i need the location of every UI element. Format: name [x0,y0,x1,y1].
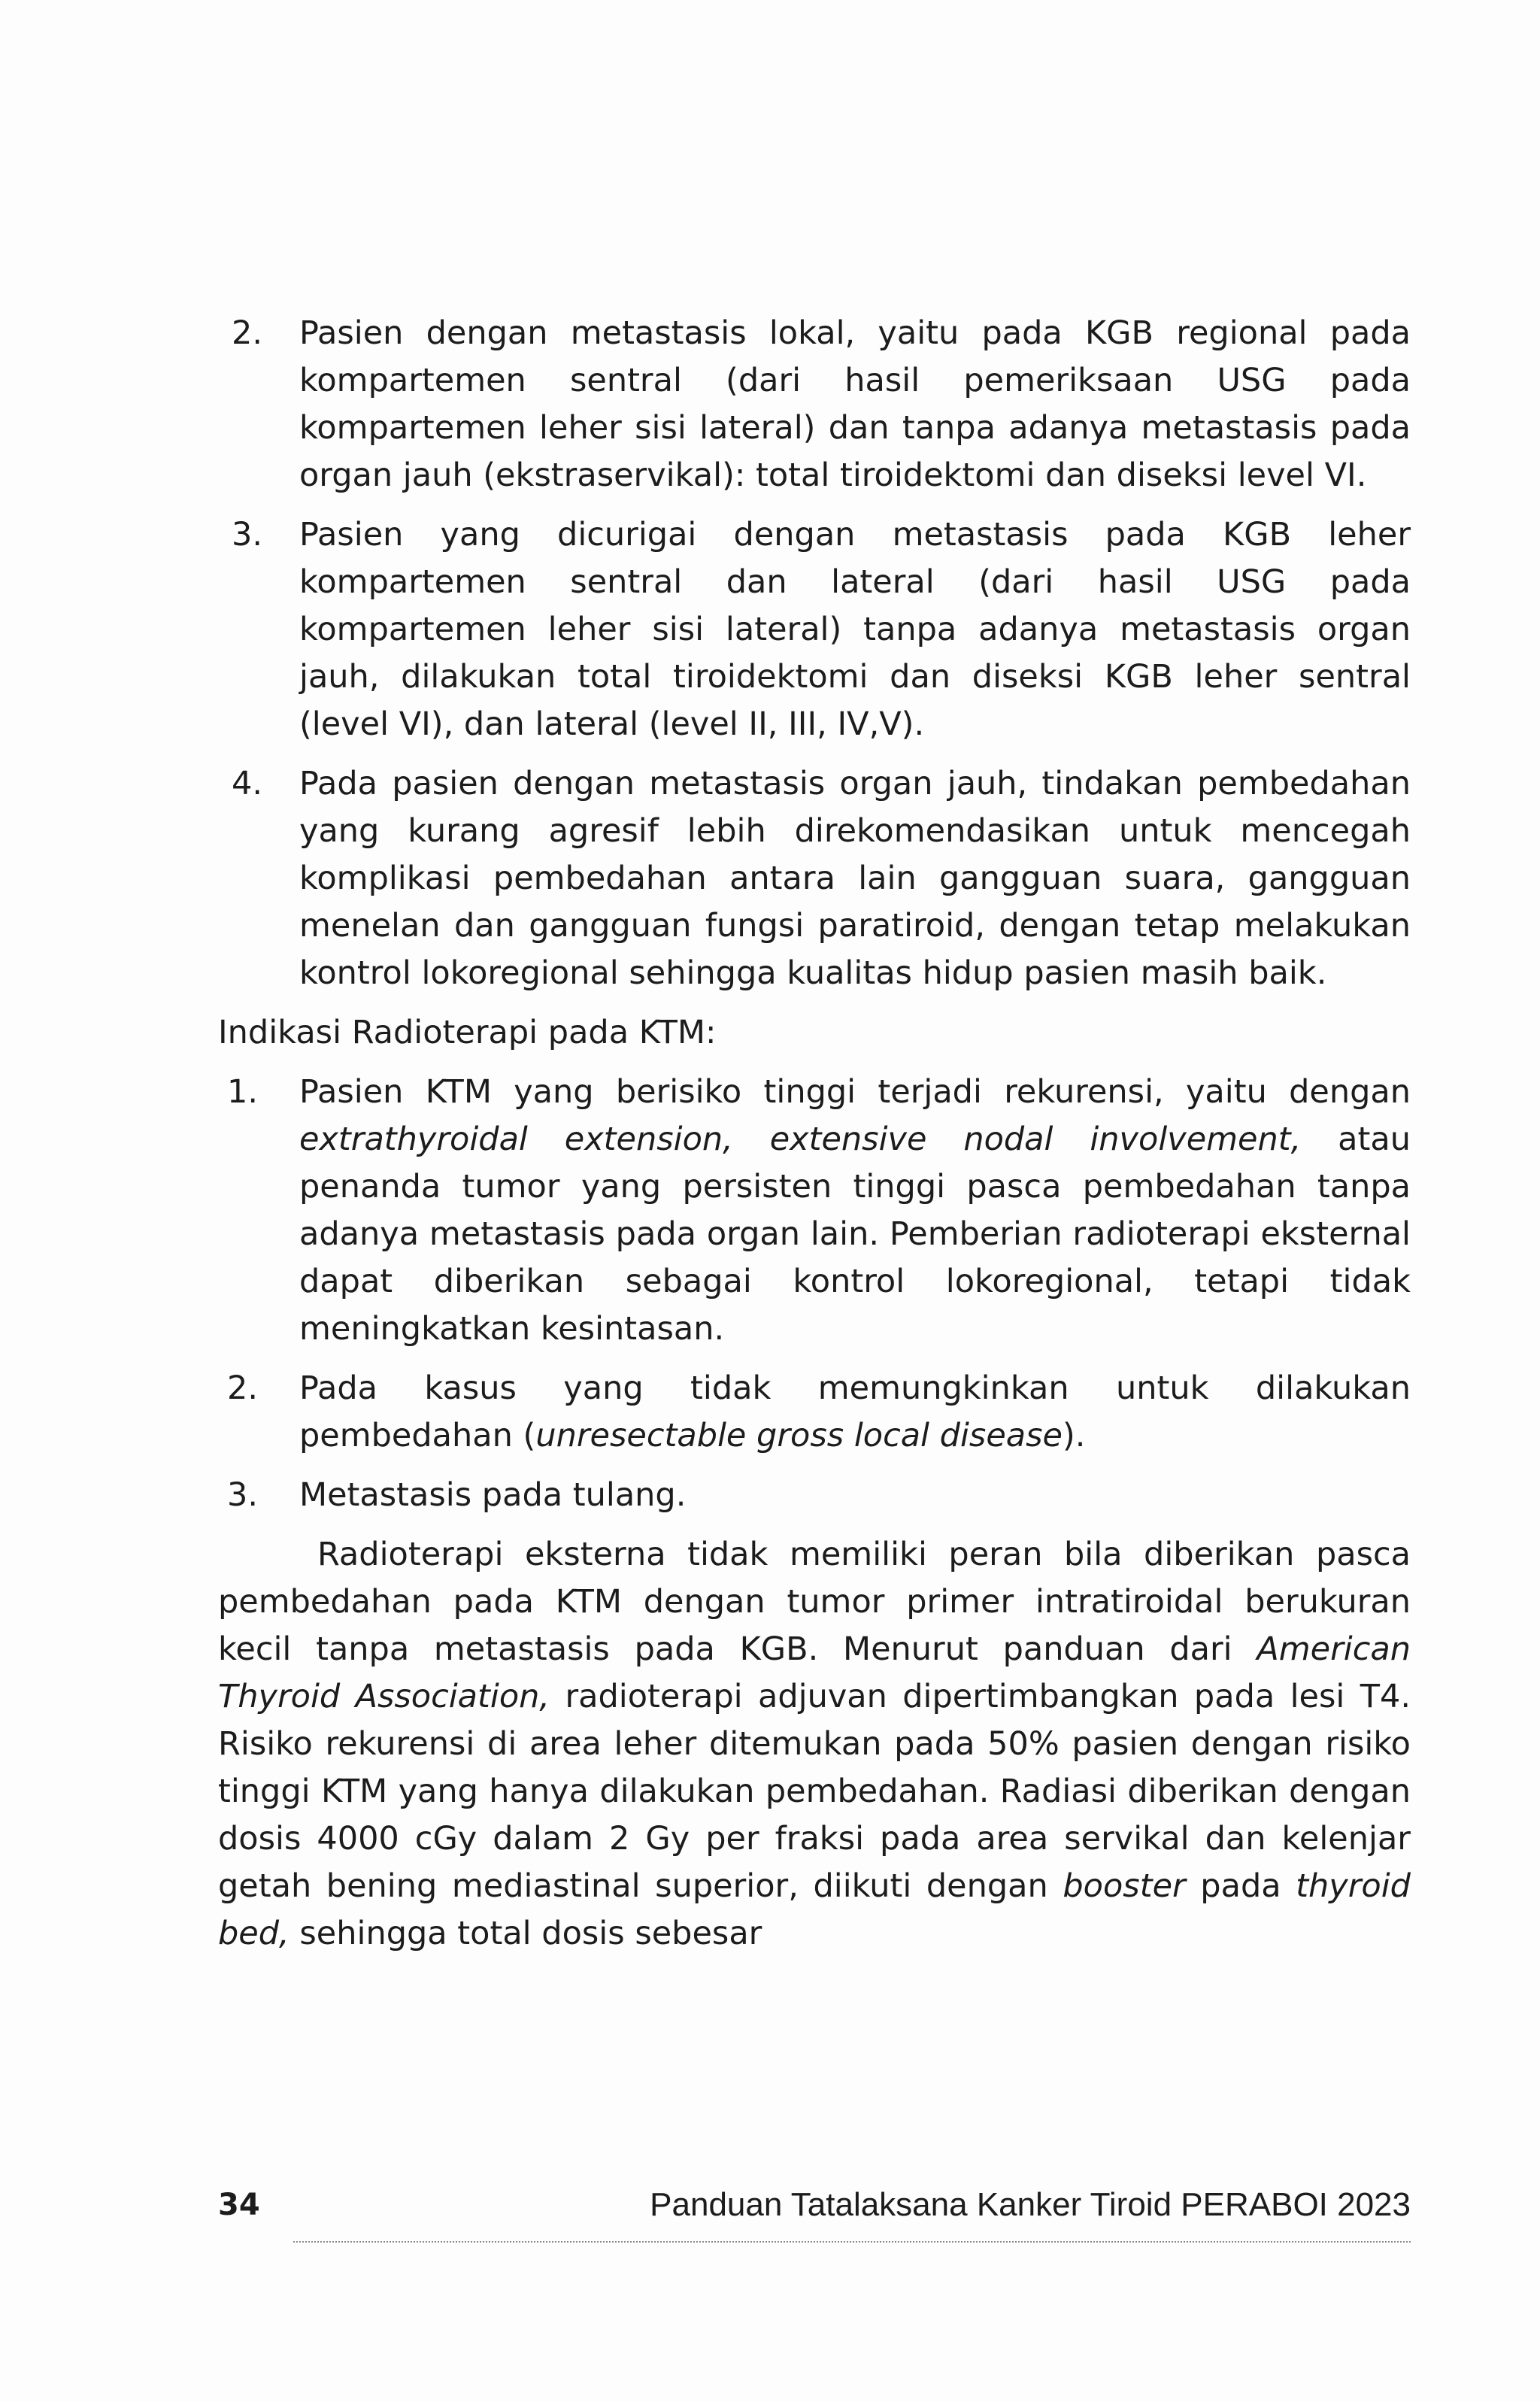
running-footer-title: Panduan Tatalaksana Kanker Tiroid PERABOI 2023 [650,2186,1411,2223]
list-text: Pasien dengan metastasis lokal, yaitu pada KGB regional pada kompartemen sentral (dari hasil pemeriksaan USG pada kompartemen leher sisi lateral) dan tanpa adanya metastasis pada organ jauh (ekstraservikal): total tiroidektomi dan diseksi level VI. [299,314,1411,494]
body-paragraph [218,1531,1411,1958]
list-number: 3. [232,516,263,553]
list-item [218,1365,1411,1460]
surgery-list [218,310,1411,997]
page-content [218,310,1411,1958]
text-segment: sehingga total dosis sebesar [289,1915,762,1952]
list-item [218,1472,1411,1519]
italic-term: booster [1063,1867,1186,1905]
text-segment: atau penanda tumor yang persisten tinggi pasca pembedahan tanpa adanya metastasis pada organ lain. Pemberian radioterapi eksternal dapat diberikan sebagai kontrol lokoregional, tetapi tidak meningkatkan kesintasan. [299,1121,1411,1348]
list-number: 1. [227,1073,259,1111]
italic-term: extrathyroidal extension, extensive nodal involvement, [299,1121,1302,1158]
list-item [218,511,1411,748]
italic-term: American Thyroid Association, [218,1630,1411,1715]
radiotherapy-indication-list [218,1069,1411,1519]
text-segment: pada [1185,1867,1296,1905]
text-segment: Pasien KTM yang berisiko tinggi terjadi rekurensi, yaitu dengan [299,1073,1411,1111]
list-number: 3. [227,1476,259,1514]
list-item [218,310,1411,499]
list-item [218,760,1411,997]
italic-term: thyroid bed, [218,1867,1411,1952]
list-text: Metastasis pada tulang. [299,1476,687,1514]
list-number: 2. [227,1369,259,1407]
text-segment: ). [1062,1417,1086,1454]
section-heading: Indikasi Radioterapi pada KTM: [218,1014,717,1051]
text-segment: radioterapi adjuvan dipertimbangkan pada lesi T4. Risiko rekurensi di area leher ditemukan pada 50% pasien dengan risiko tinggi KTM yang hanya dilakukan pembedahan. Radiasi diberikan dengan dosis 4000 cGy dalam 2 Gy per fraksi pada area servikal dan kelenjar getah bening mediastinal superior, diikuti dengan [218,1678,1411,1905]
list-text: Pada pasien dengan metastasis organ jauh, tindakan pembedahan yang kurang agresif lebih direkomendasikan untuk mencegah komplikasi pembedahan antara lain gangguan suara, gangguan menelan dan gangguan fungsi paratiroid, dengan tetap melakukan kontrol lokoregional sehingga kualitas hidup pasien masih baik. [299,765,1411,992]
page-number: 34 [218,2188,260,2222]
footer-divider [293,2241,1411,2243]
list-number: 2. [232,314,263,352]
text-segment: Radioterapi eksterna tidak memiliki peran bila diberikan pasca pembedahan pada KTM dengan tumor primer intratiroidal berukuran kecil tanpa metastasis pada KGB. Menurut panduan dari [218,1536,1411,1668]
page-footer [218,2184,1411,2226]
list-text [299,1365,1411,1460]
list-number: 4. [232,765,263,802]
italic-term: unresectable gross local disease [535,1417,1063,1454]
list-text [299,1069,1411,1353]
list-item [218,1069,1411,1353]
list-text: Pasien yang dicurigai dengan metastasis pada KGB leher kompartemen sentral dan lateral (dari hasil USG pada kompartemen leher sisi lateral) tanpa adanya metastasis organ jauh, dilakukan total tiroidektomi dan diseksi KGB leher sentral (level VI), dan lateral (level II, III, IV,V). [299,516,1411,743]
text-segment: Pada kasus yang tidak memungkinkan untuk dilakukan pembedahan ( [299,1369,1411,1454]
